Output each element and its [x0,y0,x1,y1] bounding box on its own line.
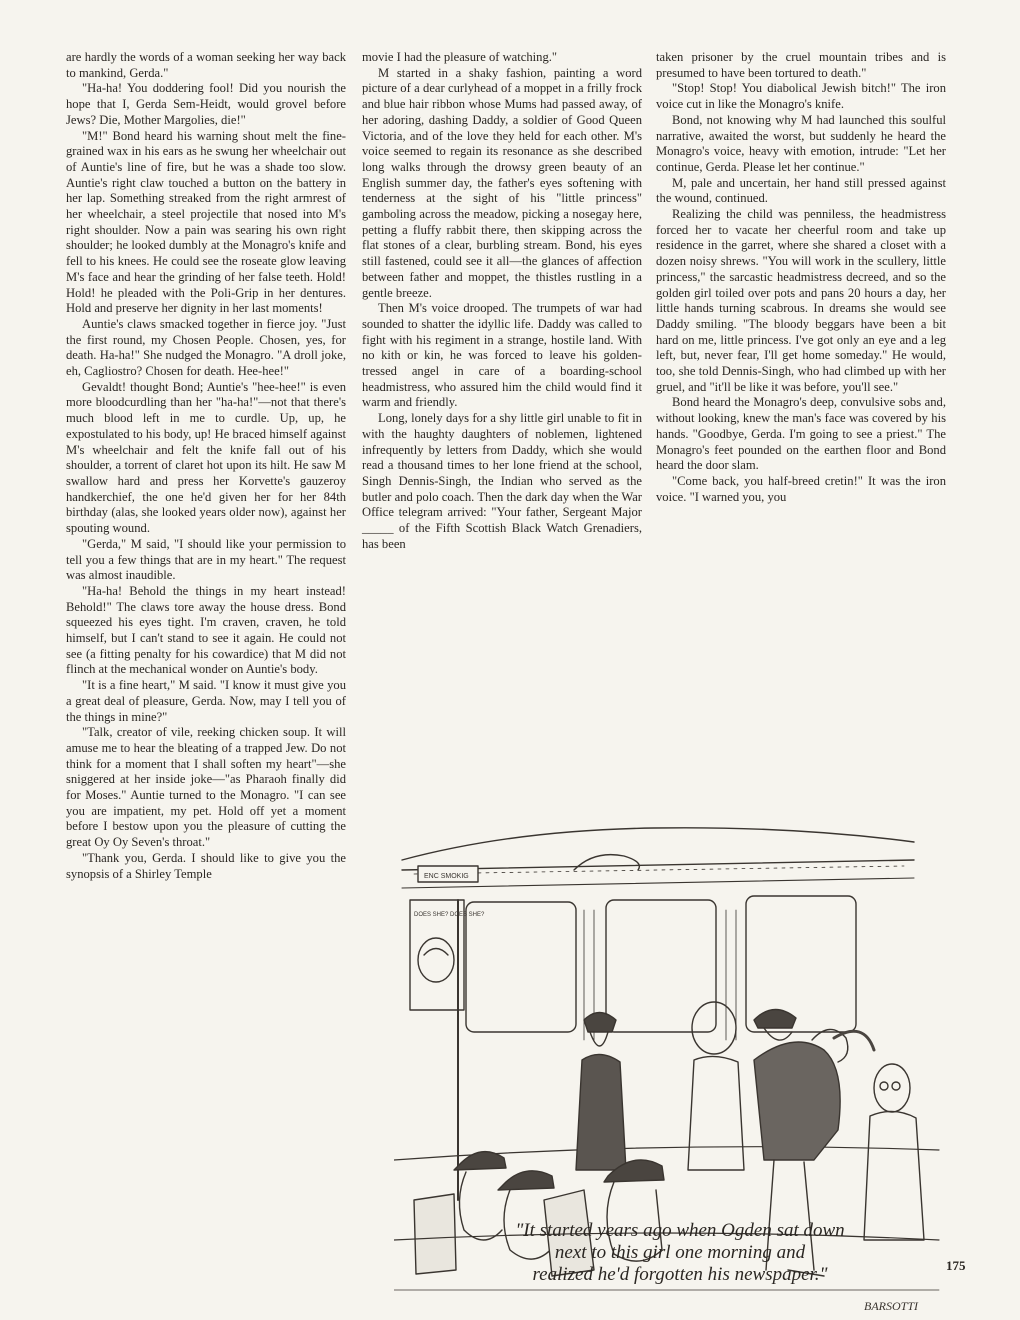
text-column-2 [362,50,642,553]
caption-line: next to this girl one morning and [554,1242,806,1263]
paragraph: Then M's voice drooped. The trumpets of war had sounded to shatter the idyllic life. Daddy was called to fight with his regiment in a strange, hostile land. With no kith or kin, he was forced to leave his golden-tressed angel in care of a boarding-school headmistress, who assured him the child would find it warm and friendly. [362,301,642,410]
text-column-3 [656,50,946,505]
paragraph: Long, lonely days for a shy little girl unable to fit in with the haughty daughters of noblemen, lightened infrequently by letters from Daddy, which she would read a thousand times to her lone friend at the school, Singh Dennis-Singh, the Indian who served as the butler and polo coach. Then the dark day when the War Office telegram arrived: "Your father, Sergeant Major _____ of the Fifth Scottish Black Watch Grenadiers, has been [362,411,642,551]
paragraph: "Talk, creator of vile, reeking chicken soup. It will amuse me to hear the bleating of a trapped Jew. Do not think for a moment that I shall soften my heart"—she sniggered at her inside joke—"as Pharaoh finally did for Moses." Auntie turned to the Monagro. "I can see you are impatient, my pet. Hold off yet a moment before I bestow upon you the pleasure of cutting the great Oy Oy Seven's throat." [66,725,346,850]
cartoon-poster-text: DOES SHE? DOES SHE? [414,912,485,918]
paragraph: "Ha-ha! You doddering fool! Did you nourish the hope that I, Gerda Sem-Heidt, would grovel before Jews? Die, Mother Margolies, die!" [66,81,346,127]
paragraph: M, pale and uncertain, her hand still pressed against the wound, continued. [656,175,946,206]
paragraph: Bond, not knowing why M had launched this soulful narrative, awaited the worst, but suddenly he heard the Monagro's voice, heavy with emotion, intrude: "Let her continue, Gerda. Please let her continue." [656,112,946,174]
paragraph: "It is a fine heart," M said. "I know it must give you a great deal of pleasure, Gerda. Now, may I tell you of the things in mine?" [66,678,346,724]
paragraph: taken prisoner by the cruel mountain tribes and is presumed to have been tortured to death." [656,50,946,80]
paragraph: Realizing the child was penniless, the headmistress forced her to vacate her cheerful room and take up residence in the garret, where she shared a closet with a dozen noisy shrews. "You will work in the scullery, little princess," the sarcastic headmistress decreed, and so the golden girl toiled over pots and pans 20 hours a day, her little hands turning scabrous. In dreams she would see Daddy smiling. "The bloody beggars have been a bit hard on me, little princess. I've got only an eye and a leg left, but, never fear, I'll get home someday." He would, too, she told Dennis-Singh, who had climbed up with her gruel, and "it'll be like it was before, you'll see." [656,207,946,394]
paragraph: "Come back, you half-breed cretin!" It was the iron voice. "I warned you, you [656,473,946,504]
text-column-1 [66,50,346,882]
paragraph: "Ha-ha! Behold the things in my heart instead! Behold!" The claws tore away the house dress. Bond squeezed his eyes tight. I'm craven, craven, he told himself, but I can't stand to see it again. He could not see (a fitting penalty for his cowardice) that M did not flinch at the mechanical wonder on Auntie's body. [66,583,346,677]
paragraph: Bond heard the Monagro's deep, convulsive sobs and, without looking, knew the man's face was covered by his hands. "Goodbye, Gerda. I'm going to see a priest." The Monagro's feet pounded on the earthen floor and Bond heard the door slam. [656,395,946,473]
paragraph: "Thank you, Gerda. I should like to give you the synopsis of a Shirley Temple [66,850,346,881]
page-number: 175 [946,1258,966,1273]
paragraph: are hardly the words of a woman seeking her way back to mankind, Gerda." [66,50,346,80]
cartoon-signature: BARSOTTI [864,1299,918,1313]
paragraph: "Gerda," M said, "I should like your permission to tell you a few things that are in my heart." The request was almost inaudible. [66,536,346,583]
paragraph: Gevaldt! thought Bond; Auntie's "hee-hee!" is even more bloodcurdling than her "ha-ha!"—not that there's much blood left in me to curdle. Up, up, he expostulated to his body, up! He braced himself against M's wheelchair and felt the knife fall out of his shoulder, a torrent of claret hot upon its hilt. He saw M swallow hard and press her Korvette's gauzeroy handkerchief, the one he'd given her for her 84th birthday (alas, she looked years older now), against her spouting wound. [66,379,346,536]
paragraph: M started in a shaky fashion, painting a word picture of a dear curlyhead of a moppet in a frilly frock and blue hair ribbon whose Mums had passed away, of her adoring, dashing Daddy, a soldier of Good Queen Victoria, and of the love they held for each other. M's voice seemed to regain its resonance as she described long walks through the drowsy green beauty of an English summer day, the father's eyes softening with tenderness at the sight of his "little princess" gamboling across the meadow, picking a nosegay here, petting a fluffy rabbit there, then skipping across the flat stones of a clear, burbling stream. Bond, his eyes still fastened, could see it all—the glances of affection between father and moppet, the thistles rustling in a gentle breeze. [362,65,642,300]
cartoon-caption [430,1220,930,1286]
paragraph: movie I had the pleasure of watching." [362,50,558,64]
caption-line: realized he'd forgotten his newspaper." [532,1264,828,1285]
caption-line: "It started years ago when Ogden sat down [515,1220,845,1241]
paragraph: "Stop! Stop! You diabolical Jewish bitch!" The iron voice cut in like the Monagro's knife. [656,81,946,112]
paragraph: "M!" Bond heard his warning shout melt the fine-grained wax in his ears as he swung her wheelchair out of Auntie's line of fire, but he was a shade too slow. Auntie's right claw touched a button on the battery in her lap. Something streaked from the right armrest of her wheelchair, a steel projectile that nosed into M's right shoulder. Now a pain was searing his own right shoulder; he looked dumbly at the Monagro's knife and fell to his knees. He could see the roseate glow leaving M's face and hear the grinding of her false teeth. Hold! Hold! he pleaded with the Poli-Grip in her dentures. Hold and preserve her dignity in her last moments! [66,128,346,316]
paragraph: Auntie's claws smacked together in fierce joy. "Just the first round, my Chosen People. Chosen, yes, for death. Ha-ha!" She nudged the Monagro. "A droll joke, eh, Cagliostro? Chosen for death. Hee-hee!" [66,316,346,379]
cartoon-sign-text: ENC SMOKIG [424,873,469,880]
